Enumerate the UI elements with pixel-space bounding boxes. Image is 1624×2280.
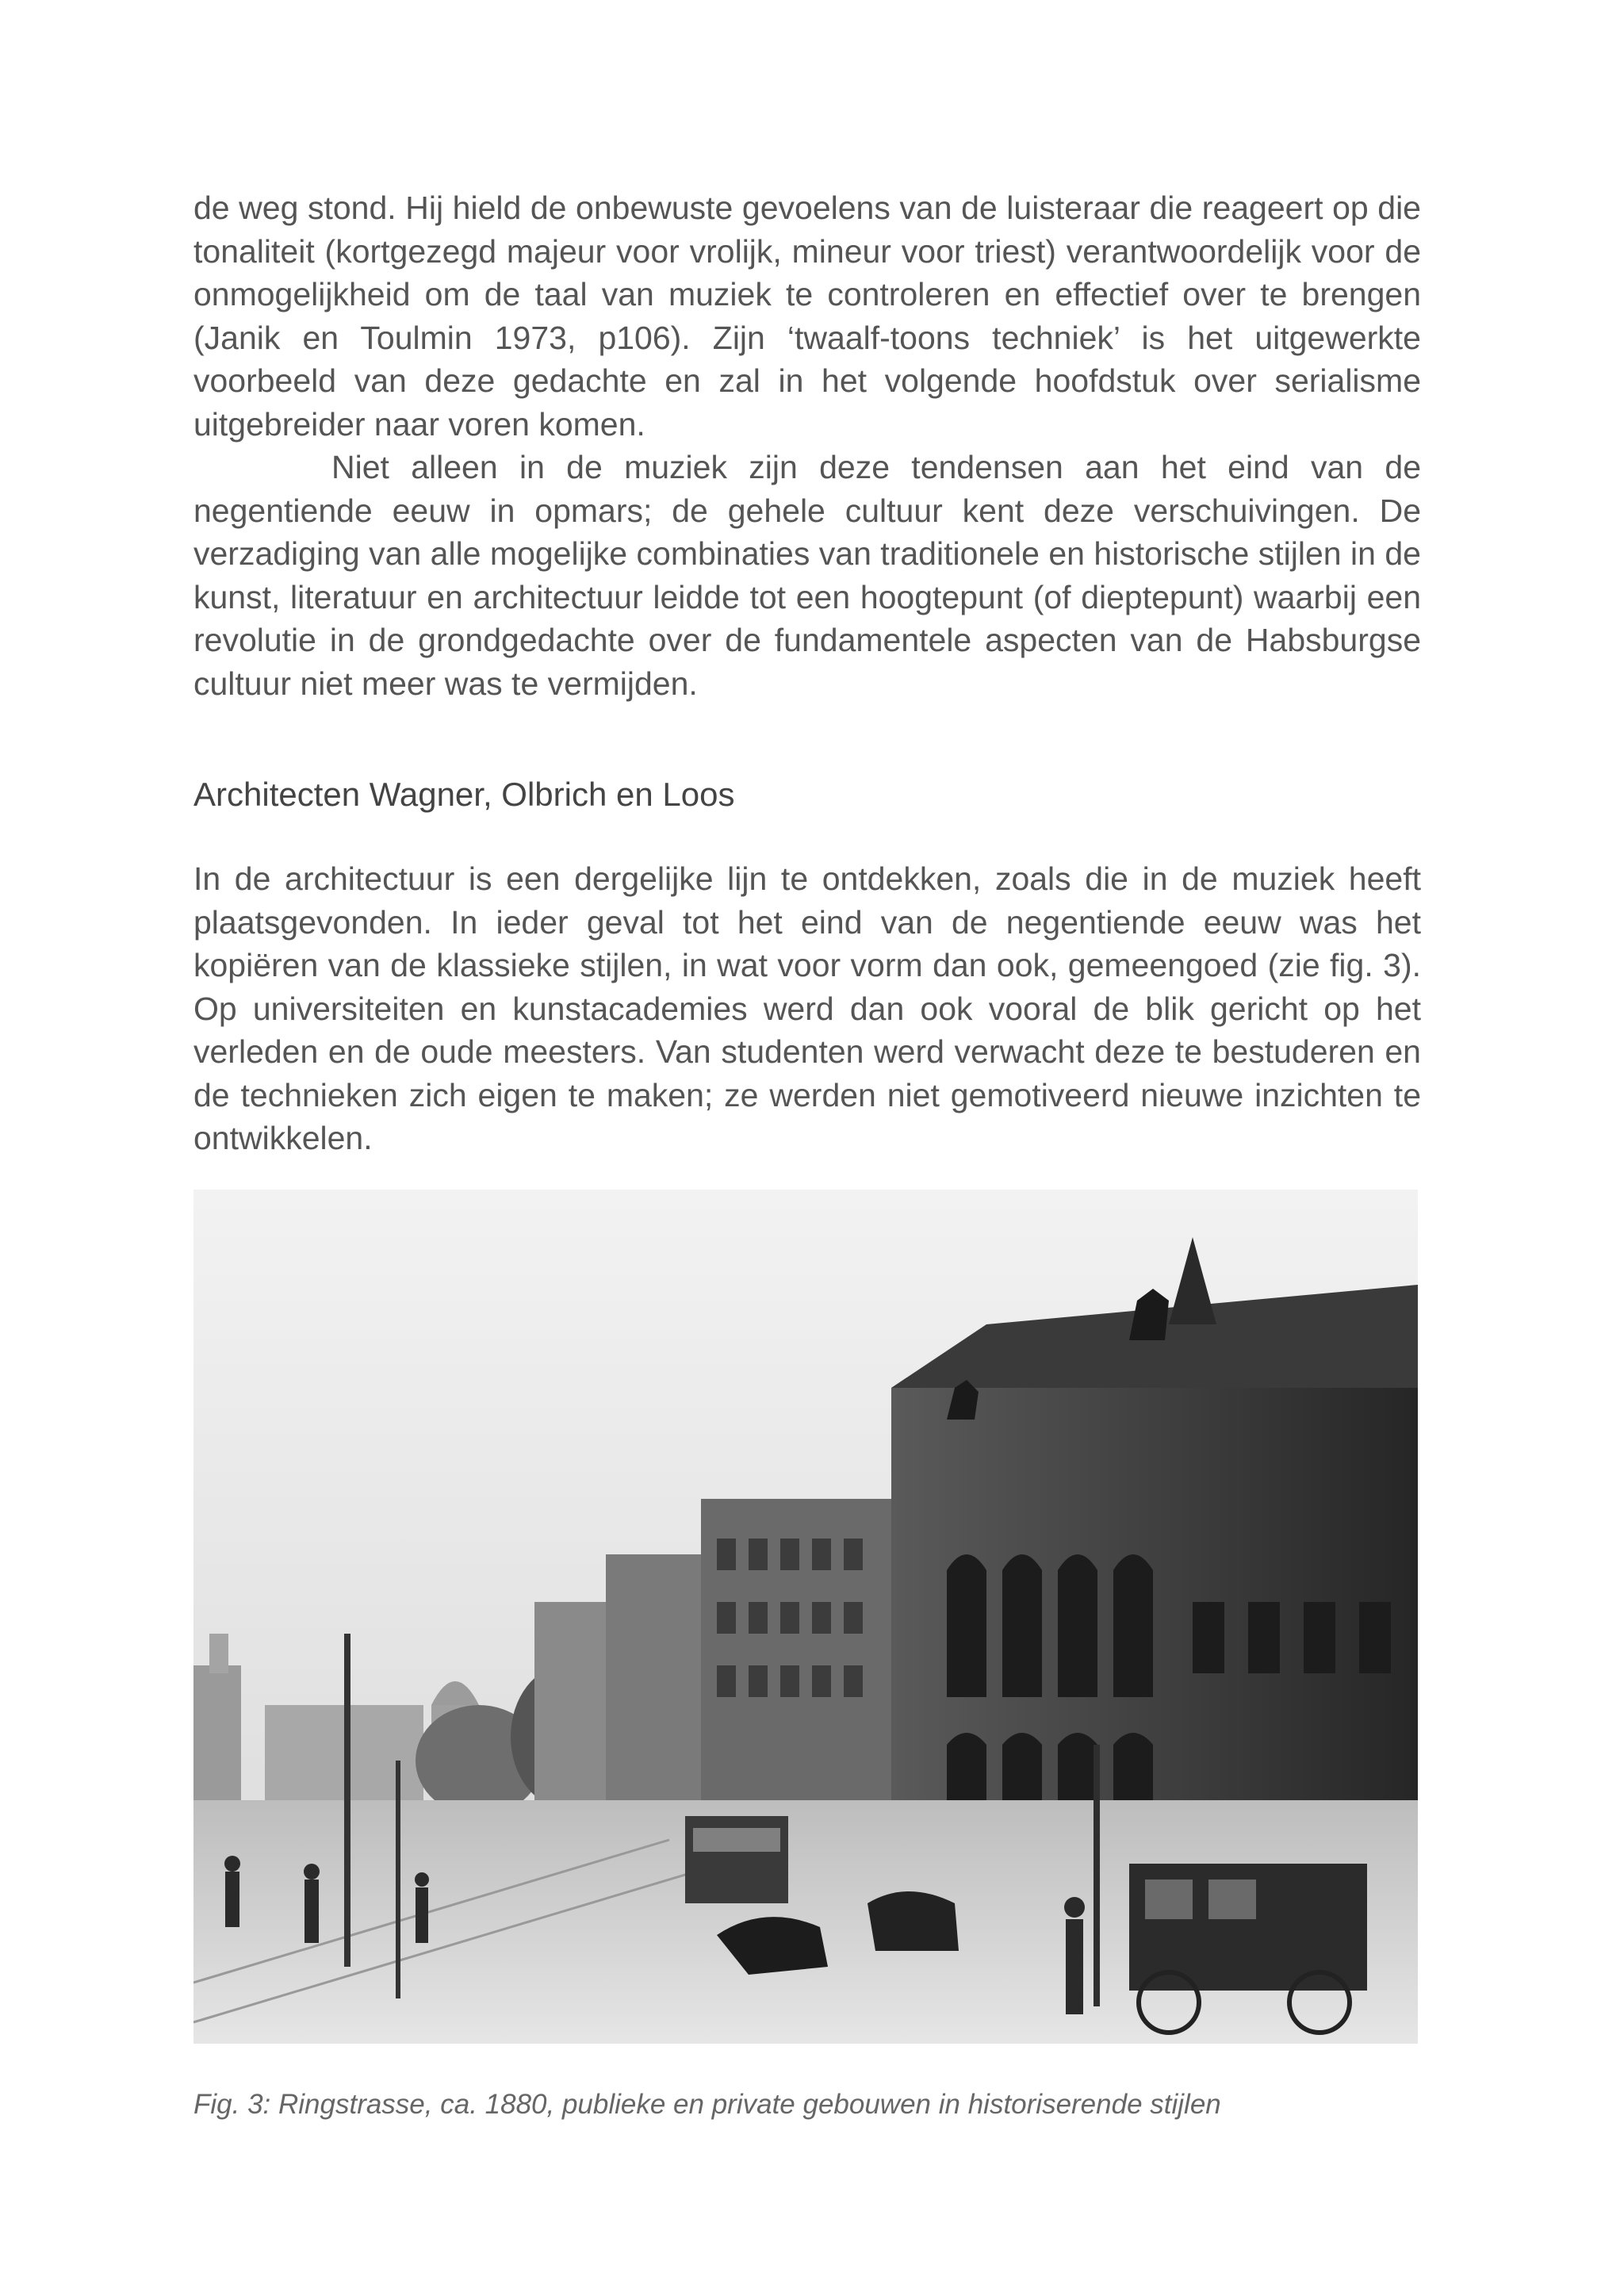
section-heading: Architecten Wagner, Olbrich en Loos	[193, 776, 735, 813]
paragraph	[193, 446, 1421, 705]
photo-illustration	[193, 1190, 1418, 2044]
paragraph	[193, 857, 1421, 1160]
paragraph-text: In de architectuur is een dergelijke lijn te ontdekken, zoals die in de muziek heeft plaatsgevonden. In ieder geval tot het eind van de negentiende eeuw was het kopiëren van de klassieke stijlen, in wat voor vorm dan ook, gemeengoed (zie fig. 3). Op universiteiten en kunstacademies werd dan ook vooral de blik gericht op het verleden en de oude meesters. Van studenten werd verwacht deze te bestuderen en de technieken zich eigen te maken; ze werden niet gemotiveerd nieuwe inzichten te ontwikkelen.	[193, 860, 1421, 1156]
paragraph	[193, 186, 1421, 446]
historic-photo	[193, 1190, 1418, 2044]
paragraph-text: de weg stond. Hij hield de onbewuste gevoelens van de luisteraar die reageert op die tonaliteit (kortgezegd majeur voor vrolijk, mineur voor triest) verantwoordelijk voor de onmogelijkheid om de taal van muziek te controleren en effectief over te brengen (Janik en Toulmin 1973, p106). Zijn ‘twaalf-toons techniek’ is het uitgewerkte voorbeeld van deze gedachte en zal in het volgende hoofdstuk over serialisme uitgebreider naar voren komen.	[193, 190, 1421, 443]
figure-caption: Fig. 3: Ringstrasse, ca. 1880, publieke en private gebouwen in historiserende stijlen	[193, 2089, 1221, 2120]
paragraph-text: Niet alleen in de muziek zijn deze tendensen aan het eind van de negentiende eeuw in opmars; de gehele cultuur kent deze verschuivingen. De verzadiging van alle mogelijke combinaties van traditionele en historische stijlen in de kunst, literatuur en architectuur leidde tot een hoogtepunt (of dieptepunt) waarbij een revolutie in de grondgedachte over de fundamentele aspecten van de Habsburgse cultuur niet meer was te vermijden.	[193, 449, 1421, 702]
